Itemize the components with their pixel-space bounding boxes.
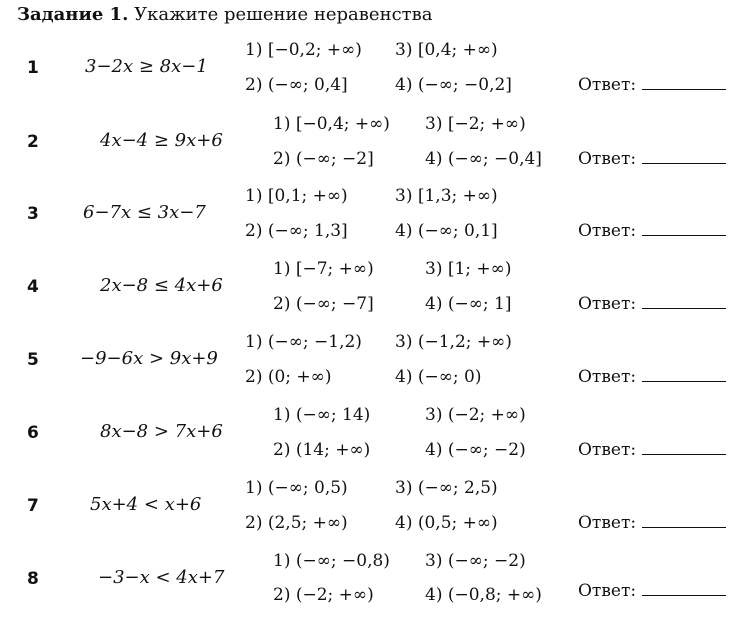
option-2: 2) (−∞; 1,3] [245,221,348,241]
inequality: 2x−8 ≤ 4x+6 [100,275,223,296]
option-3: 3) (−1,2; +∞) [395,332,512,352]
option-1: 1) [−0,4; +∞) [273,114,390,134]
option-1: 1) (−∞; 0,5) [245,478,348,498]
answer-label: Ответ: [578,581,637,601]
task-row [0,112,752,184]
option-2: 2) (−∞; −2] [273,149,374,169]
answer-label: Ответ: [578,513,637,533]
inequality: 5x+4 < x+6 [90,494,202,515]
answer-field[interactable] [578,581,726,601]
answer-label: Ответ: [578,149,637,169]
inequality: −3−x < 4x+7 [98,567,225,588]
inequality: 6−7x ≤ 3x−7 [83,202,206,223]
answer-field[interactable] [578,149,726,169]
task-number: 5 [27,350,39,370]
answer-line[interactable] [642,367,726,382]
option-2: 2) (0; +∞) [245,367,332,387]
answer-line[interactable] [642,440,726,455]
option-1: 1) [−0,2; +∞) [245,40,362,60]
option-4: 4) (−∞; −0,4] [425,149,542,169]
answer-label: Ответ: [578,75,637,95]
option-1: 1) [0,1; +∞) [245,186,348,206]
answer-field[interactable] [578,221,726,241]
option-4: 4) (−∞; −2) [425,440,526,460]
option-3: 3) [0,4; +∞) [395,40,498,60]
option-3: 3) (−2; +∞) [425,405,526,425]
option-2: 2) (−∞; 0,4] [245,75,348,95]
option-3: 3) [1; +∞) [425,259,512,279]
answer-line[interactable] [642,75,726,90]
option-2: 2) (2,5; +∞) [245,513,348,533]
option-4: 4) (−∞; 0) [395,367,482,387]
option-4: 4) (−∞; −0,2] [395,75,512,95]
option-4: 4) (−0,8; +∞) [425,585,542,605]
task-number: 2 [27,132,39,152]
option-2: 2) (−∞; −7] [273,294,374,314]
option-3: 3) (−∞; 2,5) [395,478,498,498]
answer-line[interactable] [642,581,726,596]
answer-line[interactable] [642,294,726,309]
answer-field[interactable] [578,367,726,387]
task-number-heading: Задание 1. [17,4,129,25]
task-row [0,257,752,329]
option-3: 3) (−∞; −2) [425,551,526,571]
task-row [0,184,752,256]
inequality: 4x−4 ≥ 9x+6 [100,130,223,151]
option-2: 2) (−2; +∞) [273,585,374,605]
option-4: 4) (−∞; 1] [425,294,512,314]
answer-line[interactable] [642,513,726,528]
answer-line[interactable] [642,221,726,236]
option-4: 4) (−∞; 0,1] [395,221,498,241]
answer-field[interactable] [578,440,726,460]
inequality: −9−6x > 9x+9 [80,348,218,369]
task-number: 4 [27,277,39,297]
answer-field[interactable] [578,294,726,314]
answer-label: Ответ: [578,367,637,387]
task-number: 7 [27,496,39,516]
task-row [0,476,752,548]
task-heading [17,4,432,25]
task-row [0,330,752,402]
option-1: 1) [−7; +∞) [273,259,374,279]
option-1: 1) (−∞; −1,2) [245,332,362,352]
answer-label: Ответ: [578,221,637,241]
answer-label: Ответ: [578,294,637,314]
task-row [0,403,752,475]
task-instruction: Укажите решение неравенства [134,4,433,25]
task-number: 3 [27,204,39,224]
answer-field[interactable] [578,75,726,95]
option-4: 4) (0,5; +∞) [395,513,498,533]
inequality: 3−2x ≥ 8x−1 [85,56,208,77]
task-number: 6 [27,423,39,443]
option-3: 3) [1,3; +∞) [395,186,498,206]
task-number: 8 [27,569,39,589]
answer-line[interactable] [642,149,726,164]
option-2: 2) (14; +∞) [273,440,371,460]
task-row [0,547,752,619]
answer-field[interactable] [578,513,726,533]
option-3: 3) [−2; +∞) [425,114,526,134]
answer-label: Ответ: [578,440,637,460]
option-1: 1) (−∞; −0,8) [273,551,390,571]
option-1: 1) (−∞; 14) [273,405,371,425]
task-number: 1 [27,58,39,78]
task-row [0,38,752,110]
inequality: 8x−8 > 7x+6 [100,421,223,442]
